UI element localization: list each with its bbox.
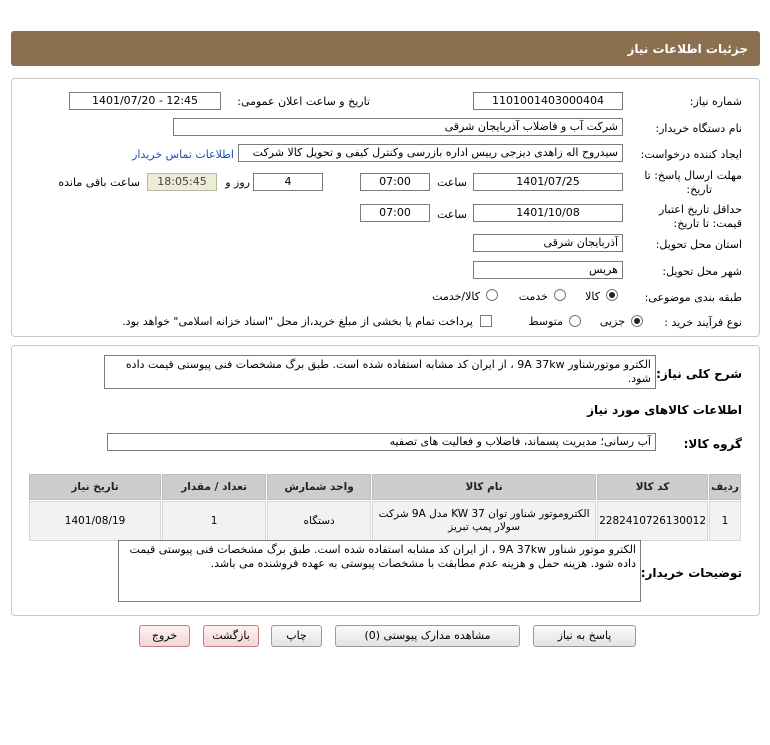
validity-label-1: حداقل تاریخ اعتبار	[658, 203, 742, 216]
reply-deadline-label-1: مهلت ارسال پاسخ: تا	[644, 169, 742, 182]
category-radio-goods[interactable]	[606, 289, 618, 301]
need-number-label: شماره نیاز:	[689, 95, 742, 108]
province-field: آذربایجان شرقی	[473, 234, 623, 252]
summary-label: شرح کلی نیاز:	[656, 367, 742, 381]
category-label: طبقه بندی موضوعی:	[644, 291, 742, 304]
cell-unit: دستگاه	[267, 501, 371, 541]
process-radio-medium[interactable]	[569, 315, 581, 327]
remaining-time-field: 18:05:45	[147, 173, 217, 191]
treasury-payment-note: پرداخت تمام یا بخشی از مبلغ خرید،از محل "اسناد خزانه اسلامی" خواهد بود.	[122, 315, 473, 328]
col-name-header: نام کالا	[372, 474, 596, 500]
exit-button[interactable]: خروج	[139, 625, 190, 647]
summary-textbox: الکترو موتورشناور 9A 37kw ، از ایران کد مشابه استفاده شده است. طبق برگ مشخصات فنی پیوستی قیمت داده شود.	[104, 355, 656, 389]
back-button[interactable]: بازگشت	[203, 625, 259, 647]
announce-field: 1401/07/20 - 12:45	[69, 92, 221, 110]
city-field: هریس	[473, 261, 623, 279]
treasury-payment-checkbox[interactable]	[480, 315, 492, 327]
reply-time-field: 07:00	[360, 173, 430, 191]
creator-label: ایجاد کننده درخواست:	[640, 148, 742, 161]
buyer-notes-textbox: الکترو موتور شناور 9A 37kw ، از ایران کد مشابه استفاده شده است. طبق برگ مشخصات فنی پیوستی قیمت داده شود. هزینه حمل و هزینه عدم مطابقت با مشخصات پیوستی به عهده فروشنده می باشد.	[118, 540, 641, 602]
page-title: جزئیات اطلاعات نیاز	[627, 42, 748, 56]
validity-label-2: قیمت: تا تاریخ:	[673, 217, 742, 230]
buyer-field: شرکت آب و فاضلاب آذربایجان شرقی	[173, 118, 623, 136]
category-option-goods-service: کالا/خدمت	[432, 290, 480, 303]
buyer-label: نام دستگاه خریدار:	[655, 122, 742, 135]
col-date-header: تاریخ نیاز	[29, 474, 161, 500]
province-label: استان محل تحویل:	[655, 238, 742, 251]
col-unit-header: واحد شمارش	[267, 474, 371, 500]
goods-info-title: اطلاعات کالاهای مورد نیاز	[587, 403, 742, 417]
remaining-time-label: ساعت باقی مانده	[58, 176, 140, 189]
announce-label: تاریخ و ساعت اعلان عمومی:	[237, 95, 370, 108]
validity-date-field: 1401/10/08	[473, 204, 623, 222]
cell-name: الکتروموتور شناور توان KW 37 مدل 9A شرکت سولار پمپ تبریز	[372, 501, 596, 541]
reply-date-field: 1401/07/25	[473, 173, 623, 191]
process-radio-minor[interactable]	[631, 315, 643, 327]
reply-button[interactable]: پاسخ به نیاز	[533, 625, 636, 647]
table-header-row	[29, 474, 741, 500]
validity-time-field: 07:00	[360, 204, 430, 222]
cell-date: 1401/08/19	[29, 501, 161, 541]
print-button[interactable]: چاپ	[271, 625, 322, 647]
process-option-minor: جزیی	[599, 315, 625, 328]
table-row	[29, 501, 741, 541]
process-option-medium: متوسط	[528, 315, 563, 328]
process-label: نوع فرآیند خرید :	[664, 316, 742, 329]
city-label: شهر محل تحویل:	[662, 265, 742, 278]
reply-time-label: ساعت	[437, 176, 467, 189]
cell-row: 1	[709, 501, 741, 541]
cell-code: 2282410726130012	[597, 501, 708, 541]
creator-field: سیدروح اله زاهدی دیزجی رییس اداره بازرسی وکنترل کیفی و تحویل کالا شرکت	[238, 144, 623, 162]
goods-table	[28, 473, 742, 542]
col-code-header: کد کالا	[597, 474, 708, 500]
goods-group-label: گروه کالا:	[683, 437, 742, 451]
col-qty-header: تعداد / مقدار	[162, 474, 266, 500]
category-option-goods: کالا	[585, 290, 600, 303]
col-row-header: ردیف	[709, 474, 741, 500]
days-label: روز و	[225, 176, 250, 189]
category-radio-service[interactable]	[554, 289, 566, 301]
contact-buyer-link[interactable]: اطلاعات تماس خریدار	[132, 148, 234, 161]
days-field: 4	[253, 173, 323, 191]
goods-group-field: آب رسانی؛ مدیریت پسماند، فاضلاب و فعالیت های تصفیه	[107, 433, 656, 451]
reply-deadline-label-2: تاریخ:	[686, 183, 712, 196]
attachments-button[interactable]: مشاهده مدارک پیوستی (0)	[335, 625, 520, 647]
need-number-field: 1101001403000404	[473, 92, 623, 110]
cell-qty: 1	[162, 501, 266, 541]
category-option-service: خدمت	[518, 290, 548, 303]
validity-time-label: ساعت	[437, 208, 467, 221]
category-radio-goods-service[interactable]	[486, 289, 498, 301]
buyer-notes-label: توضیحات خریدار:	[640, 566, 742, 580]
